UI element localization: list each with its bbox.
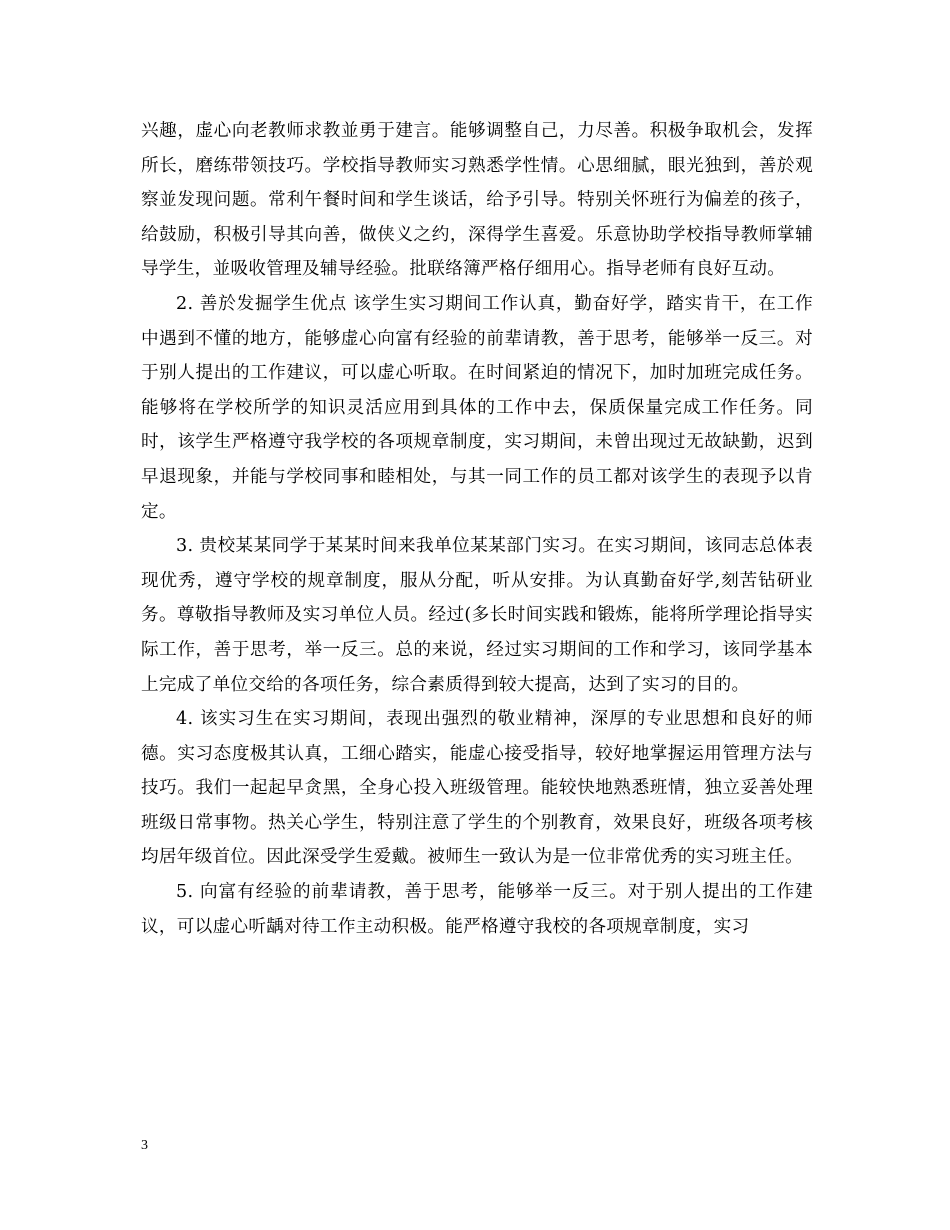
document-body [141,114,813,944]
paragraph-5: 5. 向富有经验的前辈请教，善于思考，能够举一反三。对于别人提出的工作建议，可以虚心听龋对待工作主动积极。能严格遵守我校的各项规章制度，实习 [141,882,813,937]
paragraph-4: 4. 该实习生在实习期间，表现出强烈的敬业精神，深厚的专业思想和良好的师德。实习态度极其认真，工细心踏实，能虚心接受指导，较好地掌握运用管理方法与技巧。我们一起起早贪黑，全身心投入班级管理。能较快地熟悉班情，独立妥善处理班级日常事物。热关心学生，特别注意了学生的个别教育，效果良好，班级各项考核均居年级首位。因此深受学生爱戴。被师生一致认为是一位非常优秀的实习班主任。 [141,709,813,868]
paragraph-1: 兴趣，虚心向老教师求教並勇于建言。能够调整自己，力尽善。积极争取机会，发挥所长，磨练带领技巧。学校指导教师实习熟悉学性情。心思细腻，眼光独到，善於观察並发现问题。常利午餐时间和学生谈话，给予引导。特别关怀班行为偏差的孩子，给鼓励，积极引导其向善，做侠义之约，深得学生喜爱。乐意协助学校指导教师掌辅导学生，並吸收管理及辅导经验。批联络簿严格仔细用心。指导老师有良好互动。 [141,121,813,280]
paragraph-3: 3. 贵校某某同学于某某时间来我单位某某部门实习。在实习期间，该同志总体表现优秀，遵守学校的规章制度，服从分配，听从安排。为认真勤奋好学,刻苦钻研业务。尊敬指导教师及实习单位人员。经过(多长时间实践和锻炼，能将所学理论指导实际工作，善于思考，举一反三。总的来说，经过实习期间的工作和学习，该同学基本上完成了单位交给的各项任务，综合素质得到较大提高，达到了实习的目的。 [141,536,813,695]
page-number: 3 [141,1138,148,1153]
paragraph-2: 2. 善於发掘学生优点 该学生实习期间工作认真，勤奋好学，踏实肯干，在工作中遇到不懂的地方，能够虚心向富有经验的前辈请教，善于思考，能够举一反三。对于别人提出的工作建议，可以虚心听取。在时间紧迫的情况下，加时加班完成任务。能够将在学校所学的知识灵活应用到具体的工作中去，保质保量完成工作任务。同时，该学生严格遵守我学校的各项规章制度，实习期间，未曾出现过无故缺勤，迟到早退现象，并能与学校同事和睦相处，与其一同工作的员工都对该学生的表现予以肯定。 [141,293,813,522]
